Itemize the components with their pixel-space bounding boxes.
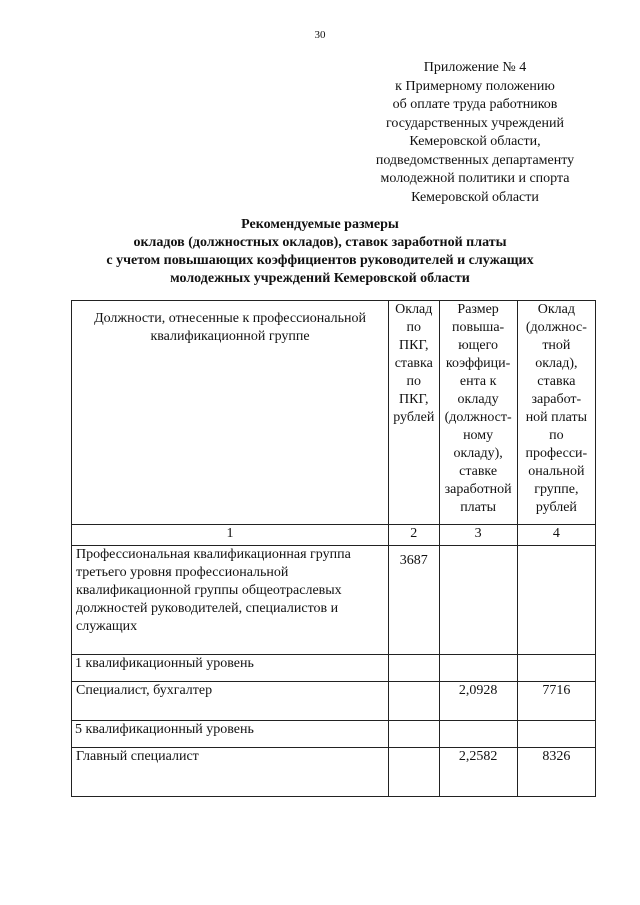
empty-cell: [439, 721, 517, 748]
header-line: ной платы: [525, 410, 588, 425]
header-line: повыша-: [452, 320, 505, 335]
column-number: 4: [517, 525, 595, 546]
header-line: ющего: [458, 338, 499, 353]
column-number: 2: [389, 525, 439, 546]
header-line: оклад),: [535, 356, 578, 371]
header-line: ональной: [528, 464, 585, 479]
header-line: платы: [460, 500, 497, 515]
appendix-line: Приложение № 4: [423, 60, 527, 75]
position-name: Главный специалист: [72, 748, 389, 797]
group-base-salary: 3687: [389, 546, 439, 655]
table-header-row: [72, 301, 596, 525]
header-salary: [517, 301, 595, 525]
header-line: заработ-: [531, 392, 582, 407]
header-line: ставка: [537, 374, 576, 389]
header-line: коэффици-: [445, 356, 511, 371]
empty-cell: [517, 655, 595, 682]
empty-cell: [439, 546, 517, 655]
position-coefficient: 2,2582: [439, 748, 517, 797]
header-line: ставка: [394, 356, 433, 371]
header-line: группе,: [534, 482, 579, 497]
table-row-level: [72, 655, 596, 682]
salary-table: [71, 300, 596, 797]
header-coefficient: [439, 301, 517, 525]
empty-cell: [389, 682, 439, 721]
header-line: по: [406, 320, 422, 335]
heading-line: Рекомендуемые размеры: [241, 217, 399, 232]
table-row-level: [72, 721, 596, 748]
empty-cell: [389, 721, 439, 748]
appendix-line: об оплате труда работников: [392, 97, 558, 112]
table-row-position: [72, 748, 596, 797]
header-line: рублей: [535, 500, 577, 515]
header-line: Оклад: [537, 302, 575, 317]
header-line: ента к: [459, 374, 497, 389]
qualification-level: 5 квалификационный уровень: [72, 721, 389, 748]
appendix-line: к Примерному положению: [395, 78, 555, 94]
header-line: професси-: [525, 446, 588, 461]
heading-line: с учетом повышающих коэффициентов руководителей и служащих: [106, 253, 534, 268]
document-heading: [60, 216, 580, 288]
column-number: 1: [72, 525, 389, 546]
position-salary: 8326: [517, 748, 595, 797]
appendix-block: [356, 59, 594, 207]
appendix-line: Кемеровской области,: [409, 134, 541, 149]
header-line: ному: [463, 428, 494, 443]
appendix-line: государственных учреждений: [386, 115, 564, 131]
header-line: тной: [542, 338, 571, 353]
group-name: Профессиональная квалификационная группа третьего уровня профессиональной квалификационной группы общеотраслевых должностей руководителей, специалистов и служащих: [72, 546, 389, 655]
table-row-position: [72, 682, 596, 721]
header-line: ставке: [459, 464, 498, 479]
header-line: окладу),: [453, 446, 503, 461]
empty-cell: [389, 748, 439, 797]
empty-cell: [439, 655, 517, 682]
empty-cell: [517, 546, 595, 655]
header-line: по: [549, 428, 564, 443]
header-line: квалификационной группе: [150, 329, 310, 344]
column-number: 3: [439, 525, 517, 546]
header-line: заработной: [444, 482, 512, 497]
column-number-row: [72, 525, 596, 546]
header-line: рублей: [393, 410, 435, 425]
appendix-line: молодежной политики и спорта: [380, 171, 570, 186]
header-base-salary: [389, 301, 439, 525]
page-number: 30: [314, 29, 326, 41]
empty-cell: [517, 721, 595, 748]
heading-line: окладов (должностных окладов), ставок заработной платы: [133, 235, 507, 250]
heading-line: молодежных учреждений Кемеровской области: [170, 271, 470, 286]
header-line: по: [406, 374, 422, 389]
empty-cell: [389, 655, 439, 682]
header-line: (должнос-: [525, 320, 587, 335]
header-line: окладу: [457, 392, 499, 407]
position-salary: 7716: [517, 682, 595, 721]
position-coefficient: 2,0928: [439, 682, 517, 721]
header-line: Должности, отнесенные к профессиональной: [94, 311, 366, 326]
header-line: ПКГ,: [399, 392, 429, 407]
appendix-line: подведомственных департаменту: [375, 152, 575, 168]
header-line: ПКГ,: [399, 338, 429, 353]
header-line: (должност-: [444, 410, 512, 425]
appendix-line: Кемеровской области: [411, 189, 539, 205]
header-line: Размер: [457, 302, 499, 317]
header-line: Оклад: [395, 302, 433, 317]
header-positions: [72, 301, 389, 525]
qualification-level: 1 квалификационный уровень: [72, 655, 389, 682]
table-row-group: [72, 546, 596, 655]
position-name: Специалист, бухгалтер: [72, 682, 389, 721]
